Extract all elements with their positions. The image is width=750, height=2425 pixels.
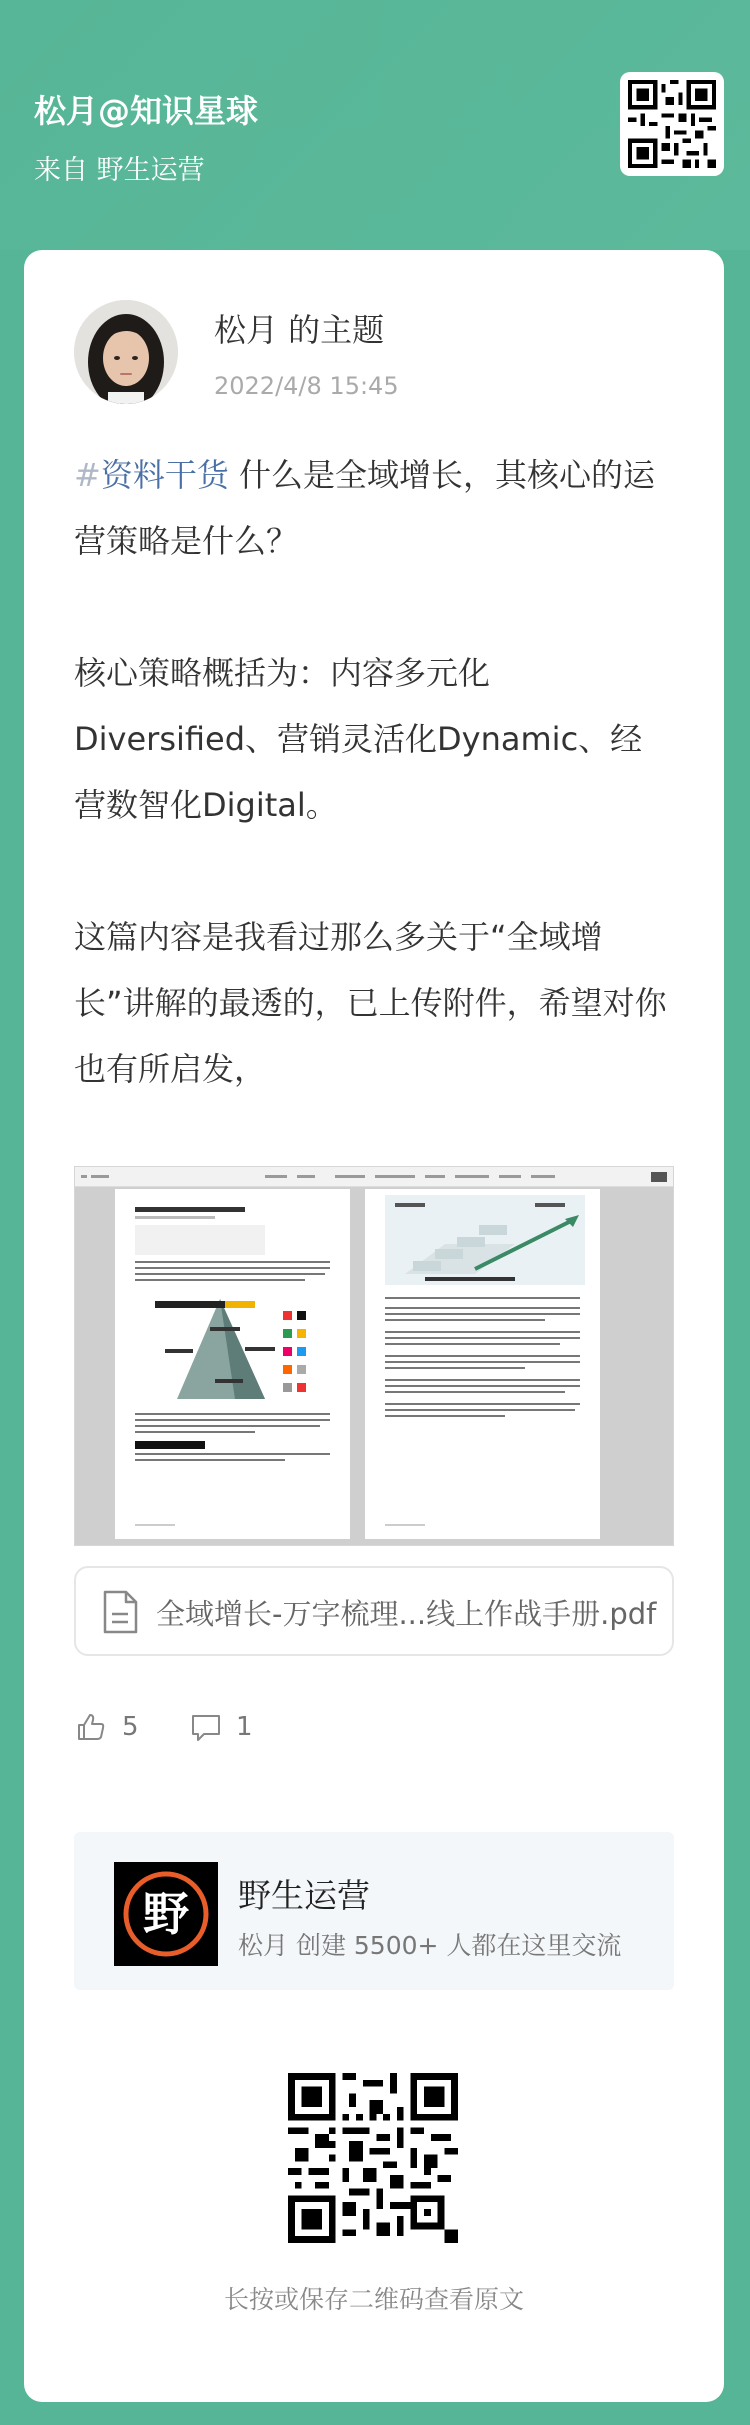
group-logo-char: 野: [143, 1887, 189, 1941]
like-count: 5: [122, 1712, 139, 1742]
share-header: [0, 0, 750, 250]
pdf-page-right: [365, 1189, 600, 1539]
post-paragraph-3: 这篇内容是我看过那么多关于“全域增长”讲解的最透的，已上传附件，希望对你也有所启发，: [74, 918, 667, 1088]
post-paragraph-1: [74, 442, 674, 574]
paragraph-gap: [74, 574, 674, 640]
attachment-file-name: 全域增长-万字梳理...线上作战手册.pdf: [156, 1597, 657, 1631]
pdf-page-left: [115, 1189, 350, 1539]
hashtag-mark: #: [74, 456, 101, 494]
author-avatar[interactable]: [74, 300, 178, 404]
hashtag-link[interactable]: [74, 456, 229, 494]
header-title: 松月@知识星球: [34, 92, 259, 130]
thumbs-up-icon[interactable]: [76, 1712, 106, 1746]
header-qr-code[interactable]: [620, 72, 724, 176]
group-description: 松月 创建 5500+ 人都在这里交流: [238, 1931, 622, 1960]
document-preview-image[interactable]: [74, 1166, 674, 1546]
attachment-file[interactable]: [74, 1566, 674, 1656]
paragraph-gap: [74, 838, 674, 904]
post-timestamp: 2022/4/8 15:45: [214, 372, 399, 400]
qr-hint-text: 长按或保存二维码查看原文: [223, 2285, 524, 2314]
group-logo: [114, 1862, 218, 1966]
header-subtitle: 来自 野生运营: [34, 155, 205, 186]
post-author[interactable]: 松月 的主题: [214, 311, 385, 349]
comment-icon[interactable]: [190, 1713, 222, 1747]
document-icon: [102, 1590, 138, 1638]
pdf-viewer-toolbar: [75, 1167, 674, 1187]
hashtag-label: 资料干货: [100, 456, 229, 494]
group-card[interactable]: [74, 1832, 674, 1990]
post-paragraph-1-text: 什么是全域增长，其核心的运营策略是什么？: [74, 456, 656, 560]
bottom-qr-code[interactable]: [288, 2073, 458, 2243]
post-paragraph-2: 核心策略概括为：内容多元化Diversified、营销灵活化Dynamic、经营数智化Digital。: [74, 654, 643, 824]
post-card: [24, 250, 724, 2402]
post-content: [74, 442, 674, 1102]
comment-count: 1: [236, 1712, 253, 1742]
group-name: 野生运营: [238, 1876, 370, 1915]
